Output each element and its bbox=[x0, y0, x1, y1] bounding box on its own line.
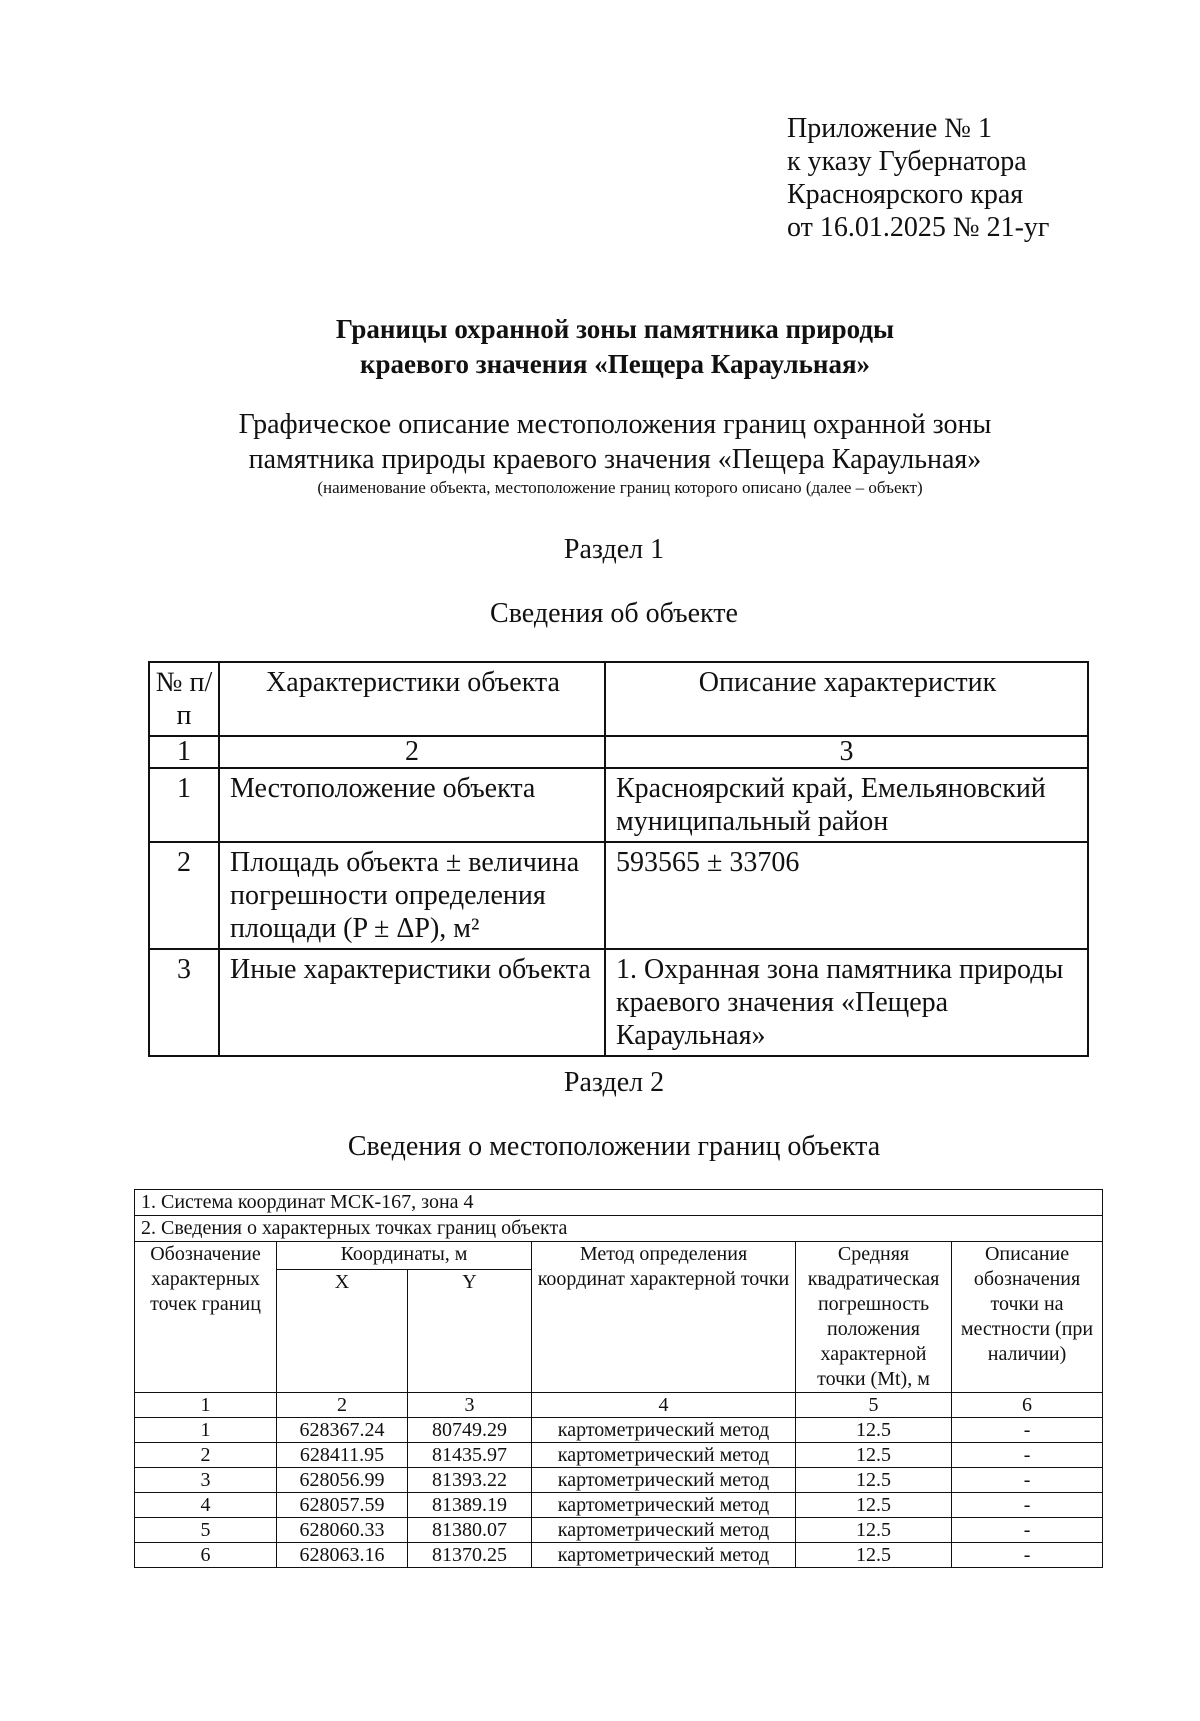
point-id: 3 bbox=[135, 1468, 277, 1493]
header-coords: Координаты, м bbox=[277, 1242, 532, 1270]
object-info-table bbox=[148, 661, 1089, 1057]
row-description: 1. Охранная зона памятника природы краевого значения «Пещера Караульная» bbox=[605, 949, 1088, 1056]
point-y: 80749.29 bbox=[408, 1418, 532, 1443]
index-cell: 1 bbox=[135, 1393, 277, 1418]
point-method: картометрический метод bbox=[532, 1443, 796, 1468]
section1-heading: Раздел 1 bbox=[563, 534, 665, 565]
table-header-row bbox=[135, 1242, 1103, 1270]
table-row bbox=[135, 1493, 1103, 1518]
point-desc: - bbox=[952, 1418, 1103, 1443]
point-x: 628057.59 bbox=[277, 1493, 408, 1518]
section2-heading: Раздел 2 bbox=[563, 1067, 665, 1098]
table-index-row bbox=[149, 736, 1088, 768]
row-description: Красноярский край, Емельяновский муниципальный район bbox=[605, 768, 1088, 842]
table-row bbox=[135, 1468, 1103, 1493]
point-x: 628063.16 bbox=[277, 1543, 408, 1568]
appendix-line: от 16.01.2025 № 21-уг bbox=[787, 212, 1050, 243]
point-desc: - bbox=[952, 1443, 1103, 1468]
point-x: 628056.99 bbox=[277, 1468, 408, 1493]
point-desc: - bbox=[952, 1518, 1103, 1543]
header-designation: Обозначение характерных точек границ bbox=[135, 1242, 277, 1393]
header-error: Средняя квадратическая погрешность положения характерной точки (Mt), м bbox=[796, 1242, 952, 1393]
coord-system-cell: 1. Система координат МСК-167, зона 4 bbox=[135, 1190, 1103, 1216]
point-mt: 12.5 bbox=[796, 1468, 952, 1493]
row-num: 3 bbox=[149, 949, 219, 1056]
section1-subheading: Сведения об объекте bbox=[490, 598, 738, 629]
header-num: № п/п bbox=[149, 662, 219, 736]
section2-subheading: Сведения о местоположении границ объекта bbox=[347, 1131, 881, 1162]
description-line: памятника природы краевого значения «Пещера Караульная» bbox=[248, 444, 982, 475]
table-row bbox=[149, 842, 1088, 949]
boundary-points-table bbox=[134, 1189, 1103, 1568]
index-cell: 6 bbox=[952, 1393, 1103, 1418]
row-num: 1 bbox=[149, 768, 219, 842]
graphic-description bbox=[0, 407, 1200, 477]
point-method: картометрический метод bbox=[532, 1543, 796, 1568]
index-cell: 4 bbox=[532, 1393, 796, 1418]
point-x: 628411.95 bbox=[277, 1443, 408, 1468]
index-cell: 2 bbox=[219, 736, 605, 768]
row-num: 2 bbox=[149, 842, 219, 949]
appendix-line: Красноярского края bbox=[787, 179, 1024, 210]
point-desc: - bbox=[952, 1543, 1103, 1568]
header-point-desc: Описание обозначения точки на местности (при наличии) bbox=[952, 1242, 1103, 1393]
point-mt: 12.5 bbox=[796, 1418, 952, 1443]
table-row bbox=[135, 1543, 1103, 1568]
point-y: 81393.22 bbox=[408, 1468, 532, 1493]
row-description: 593565 ± 33706 bbox=[605, 842, 1088, 949]
points-title-cell: 2. Сведения о характерных точках границ объекта bbox=[135, 1216, 1103, 1242]
point-id: 2 bbox=[135, 1443, 277, 1468]
point-desc: - bbox=[952, 1468, 1103, 1493]
row-characteristic: Иные характеристики объекта bbox=[219, 949, 605, 1056]
header-description: Описание характеристик bbox=[605, 662, 1088, 736]
table-row bbox=[149, 768, 1088, 842]
table-header-row bbox=[149, 662, 1088, 736]
header-method: Метод определения координат характерной точки bbox=[532, 1242, 796, 1393]
point-desc: - bbox=[952, 1493, 1103, 1518]
point-method: картометрический метод bbox=[532, 1493, 796, 1518]
appendix-line: к указу Губернатора bbox=[787, 146, 1027, 177]
table-row bbox=[135, 1518, 1103, 1543]
header-y: Y bbox=[408, 1270, 532, 1393]
point-id: 4 bbox=[135, 1493, 277, 1518]
header-x: X bbox=[277, 1270, 408, 1393]
coord-system-row bbox=[135, 1190, 1103, 1216]
point-y: 81435.97 bbox=[408, 1443, 532, 1468]
table-index-row bbox=[135, 1393, 1103, 1418]
point-method: картометрический метод bbox=[532, 1468, 796, 1493]
row-characteristic: Местоположение объекта bbox=[219, 768, 605, 842]
table-row bbox=[135, 1443, 1103, 1468]
point-mt: 12.5 bbox=[796, 1518, 952, 1543]
point-x: 628367.24 bbox=[277, 1418, 408, 1443]
point-y: 81389.19 bbox=[408, 1493, 532, 1518]
title-line: краевого значения «Пещера Караульная» bbox=[359, 349, 871, 379]
description-line: Графическое описание местоположения границ охранной зоны bbox=[238, 409, 992, 440]
header-characteristic: Характеристики объекта bbox=[219, 662, 605, 736]
point-y: 81370.25 bbox=[408, 1543, 532, 1568]
row-characteristic: Площадь объекта ± величина погрешности определения площади (P ± ΔP), м² bbox=[219, 842, 605, 949]
point-mt: 12.5 bbox=[796, 1443, 952, 1468]
point-x: 628060.33 bbox=[277, 1518, 408, 1543]
point-method: картометрический метод bbox=[532, 1518, 796, 1543]
index-cell: 2 bbox=[277, 1393, 408, 1418]
point-method: картометрический метод bbox=[532, 1418, 796, 1443]
point-id: 1 bbox=[135, 1418, 277, 1443]
index-cell: 3 bbox=[408, 1393, 532, 1418]
index-cell: 1 bbox=[149, 736, 219, 768]
table-row bbox=[135, 1418, 1103, 1443]
appendix-reference bbox=[787, 112, 1049, 244]
point-mt: 12.5 bbox=[796, 1543, 952, 1568]
appendix-line: Приложение № 1 bbox=[787, 113, 992, 144]
document-title bbox=[0, 312, 1200, 382]
point-y: 81380.07 bbox=[408, 1518, 532, 1543]
description-note: (наименование объекта, местоположение границ которого описано (далее – объект) bbox=[317, 478, 923, 497]
point-id: 6 bbox=[135, 1543, 277, 1568]
table-row bbox=[149, 949, 1088, 1056]
index-cell: 5 bbox=[796, 1393, 952, 1418]
point-mt: 12.5 bbox=[796, 1493, 952, 1518]
point-id: 5 bbox=[135, 1518, 277, 1543]
index-cell: 3 bbox=[605, 736, 1088, 768]
points-title-row bbox=[135, 1216, 1103, 1242]
title-line: Границы охранной зоны памятника природы bbox=[335, 314, 895, 344]
